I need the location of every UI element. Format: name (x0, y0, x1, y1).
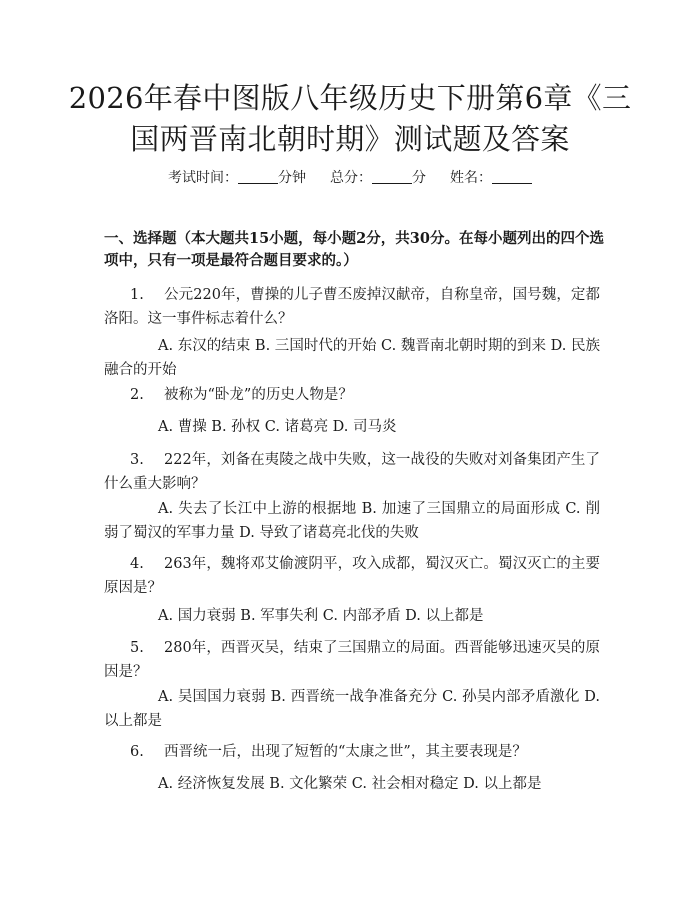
question-4-options (104, 604, 600, 628)
total-score-label: 总分： (330, 170, 372, 186)
question-number: 2. (130, 387, 144, 403)
section-heading: 一、选择题（本大题共15小题，每小题2分，共30分。在每小题列出的四个选项中，只有一项是最符合题目要求的。） (104, 230, 604, 269)
question-options: A. 东汉的结束 B. 三国时代的开始 C. 魏晋南北朝时期的到来 D. 民族融合的开始 (104, 338, 600, 378)
question-3-options (104, 497, 600, 545)
question-2-options (104, 415, 600, 439)
total-score-blank (372, 169, 412, 184)
question-3 (104, 448, 600, 496)
document-title: 2026年春中图版八年级历史下册第6章《三国两晋南北朝时期》测试题及答案 (68, 81, 632, 156)
question-2 (104, 383, 600, 407)
question-5 (104, 636, 600, 684)
question-stem: 263年，魏将邓艾偷渡阴平，攻入成都，蜀汉灭亡。蜀汉灭亡的主要原因是？ (104, 556, 600, 596)
question-stem: 280年，西晋灭吴，结束了三国鼎立的局面。西晋能够迅速灭吴的原因是？ (104, 640, 600, 680)
exam-info-line (0, 168, 700, 188)
question-stem: 被称为“卧龙”的历史人物是？ (164, 387, 353, 403)
question-options: A. 经济恢复发展 B. 文化繁荣 C. 社会相对稳定 D. 以上都是 (158, 776, 542, 792)
question-1-options (104, 334, 600, 382)
question-5-options (104, 685, 600, 733)
question-options: A. 曹操 B. 孙权 C. 诸葛亮 D. 司马炎 (158, 419, 397, 435)
exam-time-blank (238, 169, 278, 184)
name-label: 姓名： (450, 170, 492, 186)
exam-time-label: 考试时间： (168, 170, 238, 186)
question-number: 5. (130, 640, 144, 656)
question-number: 3. (130, 452, 144, 468)
exam-time-unit: 分钟 (278, 170, 306, 186)
question-6 (104, 740, 600, 764)
question-stem: 公元220年，曹操的儿子曹丕废掉汉献帝，自称皇帝，国号魏，定都洛阳。这一事件标志着什么？ (104, 287, 600, 327)
question-options: A. 国力衰弱 B. 军事失利 C. 内部矛盾 D. 以上都是 (158, 608, 484, 624)
question-4 (104, 552, 600, 600)
question-number: 6. (130, 744, 144, 760)
question-stem: 西晋统一后，出现了短暂的“太康之世”，其主要表现是？ (164, 744, 527, 760)
question-options: A. 失去了长江中上游的根据地 B. 加速了三国鼎立的局面形成 C. 削弱了蜀汉的军事力量 D. 导致了诸葛亮北伐的失败 (104, 501, 600, 541)
question-1 (104, 283, 600, 331)
question-6-options (104, 772, 600, 796)
question-options: A. 吴国国力衰弱 B. 西晋统一战争准备充分 C. 孙吴内部矛盾激化 D. 以上都是 (104, 689, 600, 729)
question-number: 4. (130, 556, 144, 572)
name-blank (492, 169, 532, 184)
question-stem: 222年，刘备在夷陵之战中失败，这一战役的失败对刘备集团产生了什么重大影响？ (104, 452, 600, 492)
total-score-unit: 分 (412, 170, 426, 186)
question-number: 1. (130, 287, 144, 303)
